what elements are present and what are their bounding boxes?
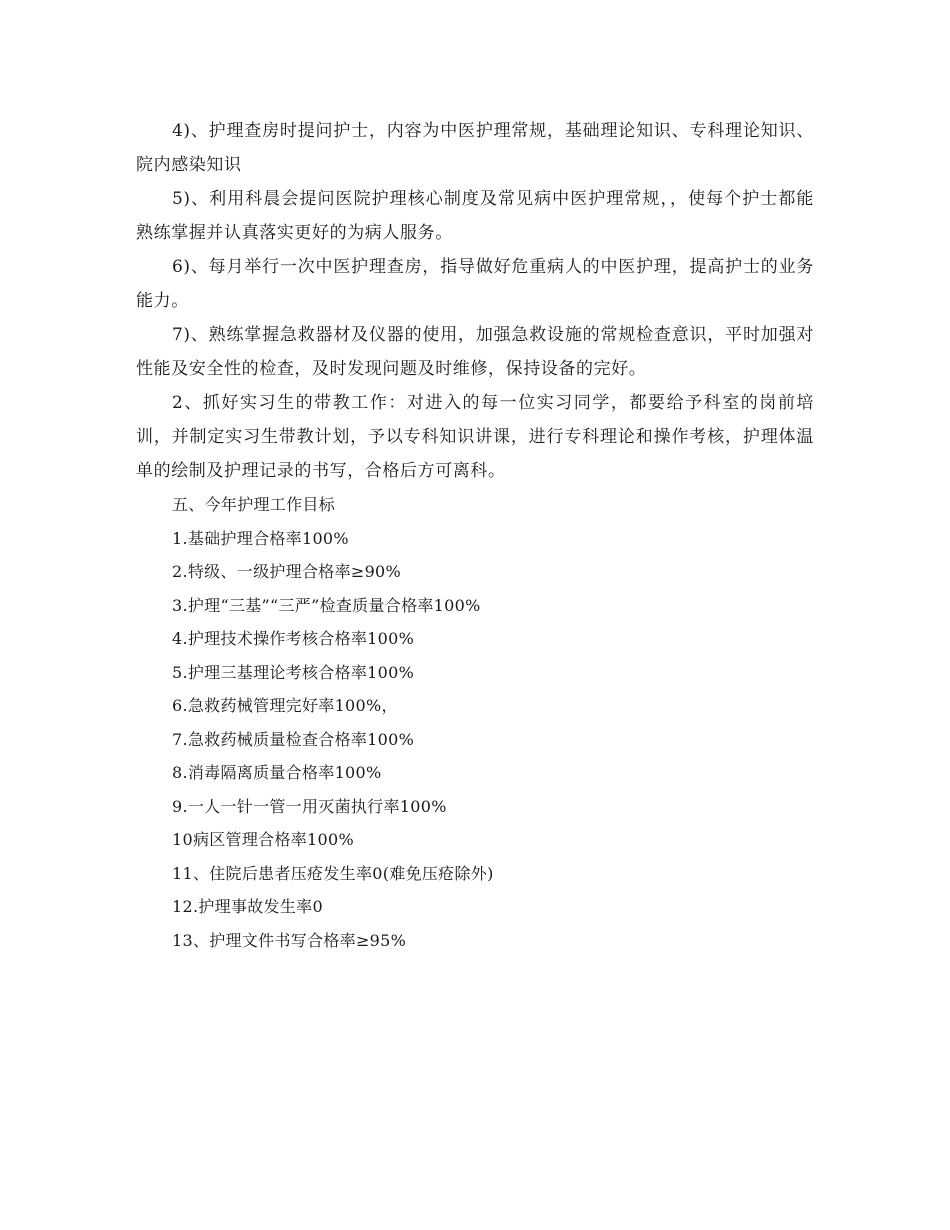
section-heading: 五、今年护理工作目标 — [172, 495, 336, 514]
paragraph-intern-teaching: 2、抓好实习生的带教工作：对进入的每一位实习同学，都要给予科室的岗前培训，并制定实习生带教计划，予以专科知识讲课，进行专科理论和操作考核，护理体温单的绘制及护理记录的书写，合格后方可离科。 — [136, 393, 814, 481]
list-item: 8.消毒隔离质量合格率100% — [172, 763, 382, 782]
list-item: 11、住院后患者压疮发生率0(难免压疮除外) — [172, 863, 494, 883]
list-item: 5.护理三基理论考核合格率100% — [172, 662, 415, 682]
paragraph-rounds-questions: 4)、护理查房时提问护士，内容为中医护理常规，基础理论知识、专科理论知识、院内感染知识 — [136, 121, 814, 175]
list-item: 10病区管理合格率100% — [172, 830, 355, 849]
goals-list — [136, 522, 814, 958]
paragraph-emergency-equipment: 7)、熟练掌握急救器材及仪器的使用，加强急救设施的常规检查意识，平时加强对性能及安全性的检查，及时发现问题及时维修，保持设备的完好。 — [136, 325, 814, 379]
list-item: 13、护理文件书写合格率≥95% — [172, 930, 407, 950]
paragraph-monthly-rounds: 6)、每月举行一次中医护理查房，指导做好危重病人的中医护理，提高护士的业务能力。 — [136, 257, 814, 311]
list-item: 12.护理事故发生率0 — [172, 897, 323, 916]
list-item: 9.一人一针一管一用灭菌执行率100% — [172, 796, 447, 816]
list-item: 2.特级、一级护理合格率≥90% — [172, 562, 402, 581]
list-item: 6.急救药械管理完好率100%， — [172, 696, 398, 715]
list-item: 3.护理“三基”“三严”检查质量合格率100% — [172, 595, 481, 615]
list-item: 4.护理技术操作考核合格率100% — [172, 629, 415, 648]
list-item: 1.基础护理合格率100% — [172, 528, 349, 548]
list-item: 7.急救药械质量检查合格率100% — [172, 729, 415, 749]
document-page — [136, 114, 814, 957]
paragraph-morning-meeting: 5)、利用科晨会提问医院护理核心制度及常见病中医护理常规，，使每个护士都能熟练掌握并认真落实更好的为病人服务。 — [136, 189, 814, 243]
